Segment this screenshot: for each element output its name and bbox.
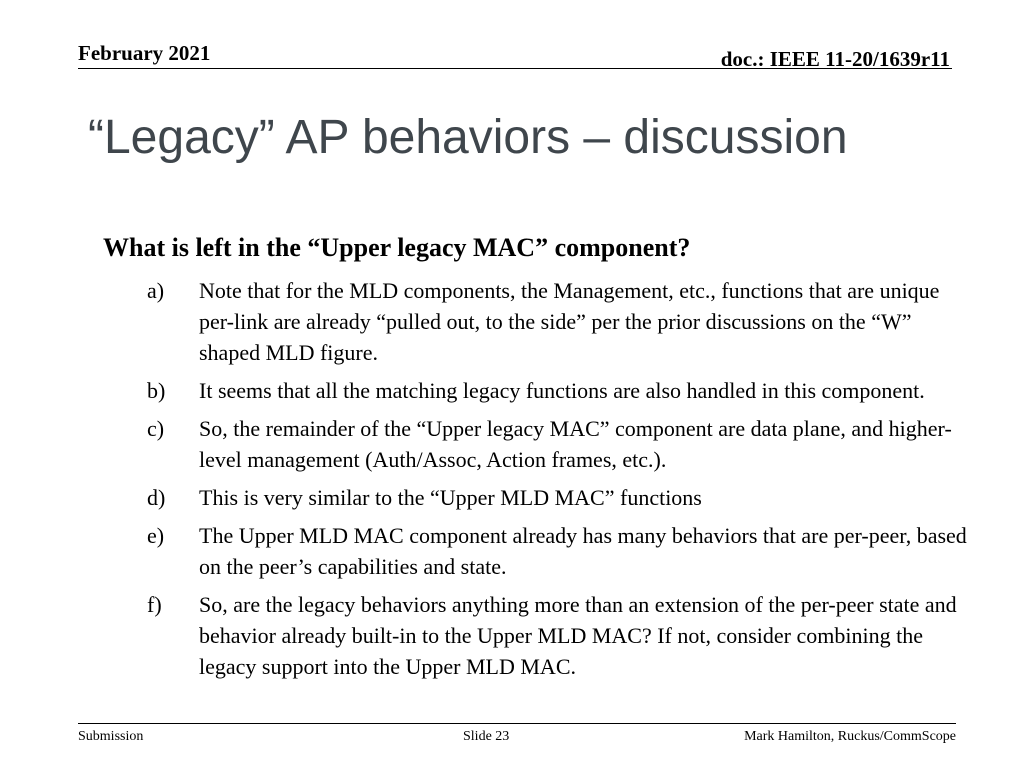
footer-divider <box>78 723 956 724</box>
list-item-text: It seems that all the matching legacy functions are also handled in this component. <box>199 378 925 403</box>
list-item-f <box>147 589 967 682</box>
list-item-c <box>147 413 967 475</box>
list-marker: b) <box>147 378 166 403</box>
list-marker: c) <box>147 416 165 441</box>
list-item-a <box>147 275 967 368</box>
list-item-text: So, the remainder of the “Upper legacy MAC” component are data plane, and higher-level management (Auth/Assoc, Action frames, etc.). <box>199 416 952 472</box>
list-marker: f) <box>147 592 162 617</box>
question-heading: What is left in the “Upper legacy MAC” component? <box>103 233 691 262</box>
header-doc-id: doc.: IEEE 11-20/1639r11 <box>720 47 950 71</box>
header-divider <box>78 68 952 69</box>
header-date: February 2021 <box>78 41 211 65</box>
footer-author: Mark Hamilton, Ruckus/CommScope <box>744 729 956 744</box>
footer-slide-number: Slide 23 <box>463 729 510 744</box>
footer-submission: Submission <box>78 729 144 744</box>
list-item-text: This is very similar to the “Upper MLD MAC” functions <box>199 485 702 510</box>
list-item-text: The Upper MLD MAC component already has many behaviors that are per-peer, based on the peer’s capabilities and state. <box>199 523 967 579</box>
list-item-b <box>147 375 967 406</box>
list-item-text: Note that for the MLD components, the Management, etc., functions that are unique per-link are already “pulled out, to the side” per the prior discussions on the “W” shaped MLD figure. <box>199 278 940 365</box>
discussion-list <box>147 275 967 689</box>
list-marker: e) <box>147 523 165 548</box>
list-item-d <box>147 482 967 513</box>
list-item-text: So, are the legacy behaviors anything more than an extension of the per-peer state and behavior already built-in to the Upper MLD MAC? If not, consider combining the legacy support into the Upper MLD MAC. <box>199 592 957 679</box>
list-item-e <box>147 520 967 582</box>
slide-title: “Legacy” AP behaviors – discussion <box>88 111 848 164</box>
list-marker: a) <box>147 278 165 303</box>
list-marker: d) <box>147 485 166 510</box>
